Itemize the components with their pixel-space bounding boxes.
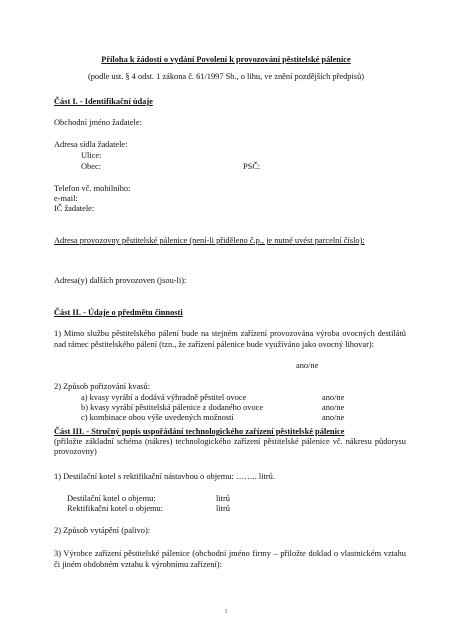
email-label: e-mail: (54, 194, 78, 203)
kettle1-unit: litrů (216, 494, 230, 503)
kettle2-label: Rektifikační kotel o objemu: (67, 504, 164, 513)
part3-heading: Část III. - Stručný popis uspořádání technologického zařízení pěstitelské pálenice (54, 427, 345, 436)
psc-label: PSČ: (243, 162, 261, 171)
option-a-answer: ano/ne (322, 393, 345, 402)
premises-address-label: Adresa provozovny pěstitelské pálenice (není-li přiděleno č.p., je nutné uvést parcelní číslo): (54, 236, 365, 245)
city-label: Obec: (81, 162, 101, 171)
business-name-label: Obchodní jméno žadatele: (54, 118, 142, 127)
page-number: 1 (224, 608, 228, 615)
option-b-answer: ano/ne (322, 403, 345, 412)
ic-label: IČ žadatele: (54, 204, 95, 213)
address-label: Adresa sídla žadatele: (54, 140, 128, 149)
part3-note: (přiložte základní schéma (nákres) technologického zařízení pěstitelské pálenice vč. nákresu půdorysu provozovny) (54, 437, 406, 456)
option-c-answer: ano/ne (322, 413, 345, 422)
part1-heading: Část I. - Identifikační údaje (54, 97, 153, 106)
phone-label: Telefon vč. mobilního: (54, 184, 131, 193)
part2-question-2: 2) Způsob pořizování kvasů: (54, 382, 151, 391)
part2-heading: Část II. - Údaje o předmětu činnosti (54, 308, 183, 317)
option-c-text: c) kombinace obou výše uvedených možností (81, 413, 234, 422)
document-subtitle: (podle ust. § 4 odst. 1 zákona č. 61/1997 Sb., o lihu, ve znění pozdějších předpisů) (87, 72, 365, 81)
kettle1-label: Destilační kotel o objemu: (67, 494, 156, 503)
kettle2-unit: litrů (216, 504, 230, 513)
part3-question-1: 1) Destilační kotel s rektifikační nástavbou o objemu: …….. litrů. (54, 472, 275, 481)
part2-question-1: 1) Mimo službu pěstitelského pálení bude na stejném zařízení provozována výroba ovocných destilátů nad rámec pěstitelského pálení (tzn., že zařízení pálenice bude využíváno jako ovocný lihovar): (54, 329, 406, 349)
q1-answer: ano/ne (296, 361, 319, 370)
street-label: Ulice: (81, 151, 102, 160)
other-premises-label: Adresa(y) dalších provozoven (jsou-li): (54, 276, 187, 285)
option-a-text: a) kvasy vyrábí a dodává výhradně pěstitel ovoce (81, 393, 247, 402)
part3-question-2: 2) Způsob vytápění (palivo): (54, 526, 151, 535)
option-b-text: b) kvasy vyrábí pěstitelská pálenice z dodaného ovoce (81, 403, 264, 412)
part3-question-3: 3) Výrobce zařízení pěstitelské pálenice (obchodní jméno firmy – přiložte doklad o vlastnickém vztahu či jiném obdobném vztahu k výrobnímu zařízení): (54, 549, 406, 569)
document-title: Příloha k žádosti o vydání Povolení k provozování pěstitelské pálenice (101, 55, 351, 64)
